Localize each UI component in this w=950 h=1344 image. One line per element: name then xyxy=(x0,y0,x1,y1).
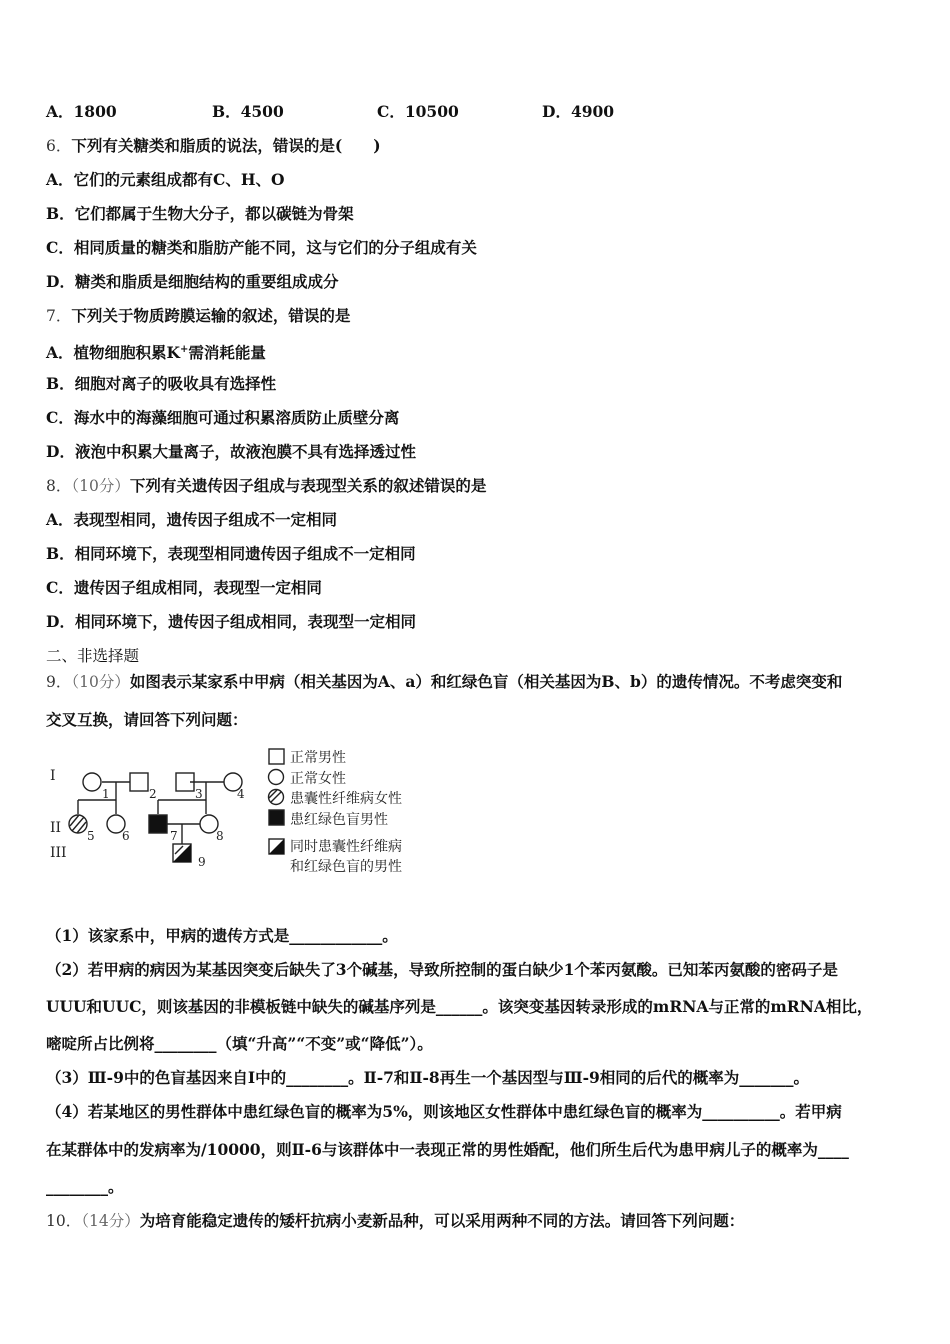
q7-option-a xyxy=(46,340,266,363)
q7-number: 7． xyxy=(46,307,72,325)
q5-option-b: B．4500 xyxy=(212,102,284,121)
q9-part2-line1: （2）若甲病的病因为某基因突变后缺失了3个碱基，导致所控制的蛋白缺少1个苯丙氨酸。已知苯丙氨酸的密码子是 xyxy=(46,960,838,979)
q9-stem-line1 xyxy=(46,672,842,692)
id-label-4: 4 xyxy=(237,787,245,801)
q7-option-a-pre: A．植物细胞积累K xyxy=(46,343,180,363)
q6-option-c: C．相同质量的糖类和脂肪产能不同，这与它们的分子组成有关 xyxy=(46,238,477,257)
q8-option-b: B．相同环境下，表现型相同遗传因子组成不一定相同 xyxy=(46,544,416,563)
q9-part1: （1）该家系中，甲病的遗传方式是____________。 xyxy=(46,926,398,945)
q10-score: （14分） xyxy=(81,1212,140,1230)
q9-score: （10分） xyxy=(71,673,130,691)
id-label-1: 1 xyxy=(102,787,110,801)
q7-option-a-post: 需消耗能量 xyxy=(188,343,266,363)
q8-score: （10分） xyxy=(71,477,130,495)
q7-option-a-sup: + xyxy=(180,344,189,355)
q7-option-c: C．海水中的海藻细胞可通过积累溶质防止质壁分离 xyxy=(46,408,400,427)
id-label-3: 3 xyxy=(195,787,203,801)
legend-normal-female-icon xyxy=(269,770,284,785)
id-label-8: 8 xyxy=(216,829,224,843)
q10-number: 10． xyxy=(46,1212,82,1230)
q8-option-a: A．表现型相同，遗传因子组成不一定相同 xyxy=(46,510,338,529)
q7-option-d: D．液泡中积累大量离子，故液泡膜不具有选择透过性 xyxy=(46,442,416,461)
q9-part4-line1: （4）若某地区的男性群体中患红绿色盲的概率为5%，则该地区女性群体中患红绿色盲的概率为__________。若甲病 xyxy=(46,1102,842,1121)
q7-option-b: B．细胞对离子的吸收具有选择性 xyxy=(46,374,277,393)
q9-stem-text: 如图表示某家系中甲病（相关基因为A、a）和红绿色盲（相关基因为B、b）的遗传情况。不考虑突变和 xyxy=(129,672,843,691)
legend-double-affected-1: 同时患囊性纤维病 xyxy=(290,839,402,855)
id-label-9: 9 xyxy=(198,855,206,869)
individual-7-colorblind-male xyxy=(149,815,167,833)
legend-affected-female: 患囊性纤维病女性 xyxy=(290,791,402,807)
q5-option-d: D．4900 xyxy=(542,102,615,121)
q9-number: 9． xyxy=(46,673,72,691)
q9-part4-line3: ________。 xyxy=(46,1177,124,1196)
individual-1-female xyxy=(83,773,101,791)
q8-option-d: D．相同环境下，遗传因子组成相同，表现型一定相同 xyxy=(46,612,416,631)
individual-2-male xyxy=(130,773,148,791)
q6-option-a: A．它们的元素组成都有C、H、O xyxy=(46,170,285,189)
id-label-2: 2 xyxy=(149,787,157,801)
gen-label-3: III xyxy=(50,845,67,861)
q10-stem-text: 为培育能稳定遗传的矮杆抗病小麦新品种，可以采用两种不同的方法。请回答下列问题： xyxy=(139,1211,745,1230)
q10-stem xyxy=(46,1211,744,1231)
q8-number: 8． xyxy=(46,477,72,495)
q6-option-d: D．糖类和脂质是细胞结构的重要组成成分 xyxy=(46,272,339,291)
id-label-6: 6 xyxy=(122,829,130,843)
q8-stem xyxy=(46,476,486,496)
q6-option-b: B．它们都属于生物大分子，都以碳链为骨架 xyxy=(46,204,354,223)
section-heading: 二、非选择题 xyxy=(46,647,140,665)
id-label-7: 7 xyxy=(170,829,178,843)
q7-stem xyxy=(46,306,350,326)
q9-stem-line2: 交叉互换，请回答下列问题： xyxy=(46,710,248,729)
id-label-5: 5 xyxy=(87,829,95,843)
legend-normal-male-icon xyxy=(269,749,284,764)
legend-normal-male: 正常男性 xyxy=(290,750,346,766)
pedigree-diagram xyxy=(44,740,444,880)
legend-colorblind-male: 患红绿色盲男性 xyxy=(290,812,388,828)
q8-stem-text: 下列有关遗传因子组成与表现型关系的叙述错误的是 xyxy=(129,476,487,495)
q9-part3: （3）Ⅲ-9中的色盲基因来自Ⅰ中的________。Ⅱ-7和Ⅱ-8再生一个基因型与Ⅲ-9相同的后代的概率为_______。 xyxy=(46,1068,810,1087)
legend-normal-female: 正常女性 xyxy=(290,771,346,787)
q7-stem-text: 下列关于物质跨膜运输的叙述，错误的是 xyxy=(71,306,351,325)
q6-stem-text: 下列有关糖类和脂质的说法，错误的是( ) xyxy=(71,136,381,155)
gen-label-1: I xyxy=(50,768,56,784)
q5-option-c: C．10500 xyxy=(377,102,459,121)
q6-stem xyxy=(46,136,381,156)
q9-part2-line3: 嘧啶所占比例将________（填“升高”“不变”或“降低”）。 xyxy=(46,1034,433,1053)
q5-option-a: A．1800 xyxy=(46,102,117,121)
q9-part2-line2: UUU和UUC，则该基因的非模板链中缺失的碱基序列是______。该突变基因转录形成的mRNA与正常的mRNA相比， xyxy=(46,997,873,1016)
q6-number: 6． xyxy=(46,137,72,155)
gen-label-2: II xyxy=(50,820,62,836)
legend-colorblind-male-icon xyxy=(269,810,284,825)
legend-double-affected-2: 和红绿色盲的男性 xyxy=(290,859,402,875)
q8-option-c: C．遗传因子组成相同，表现型一定相同 xyxy=(46,578,322,597)
q9-part4-line2: 在某群体中的发病率为/10000，则Ⅱ-6与该群体中一表现正常的男性婚配，他们所生后代为患甲病儿子的概率为____ xyxy=(46,1140,849,1159)
